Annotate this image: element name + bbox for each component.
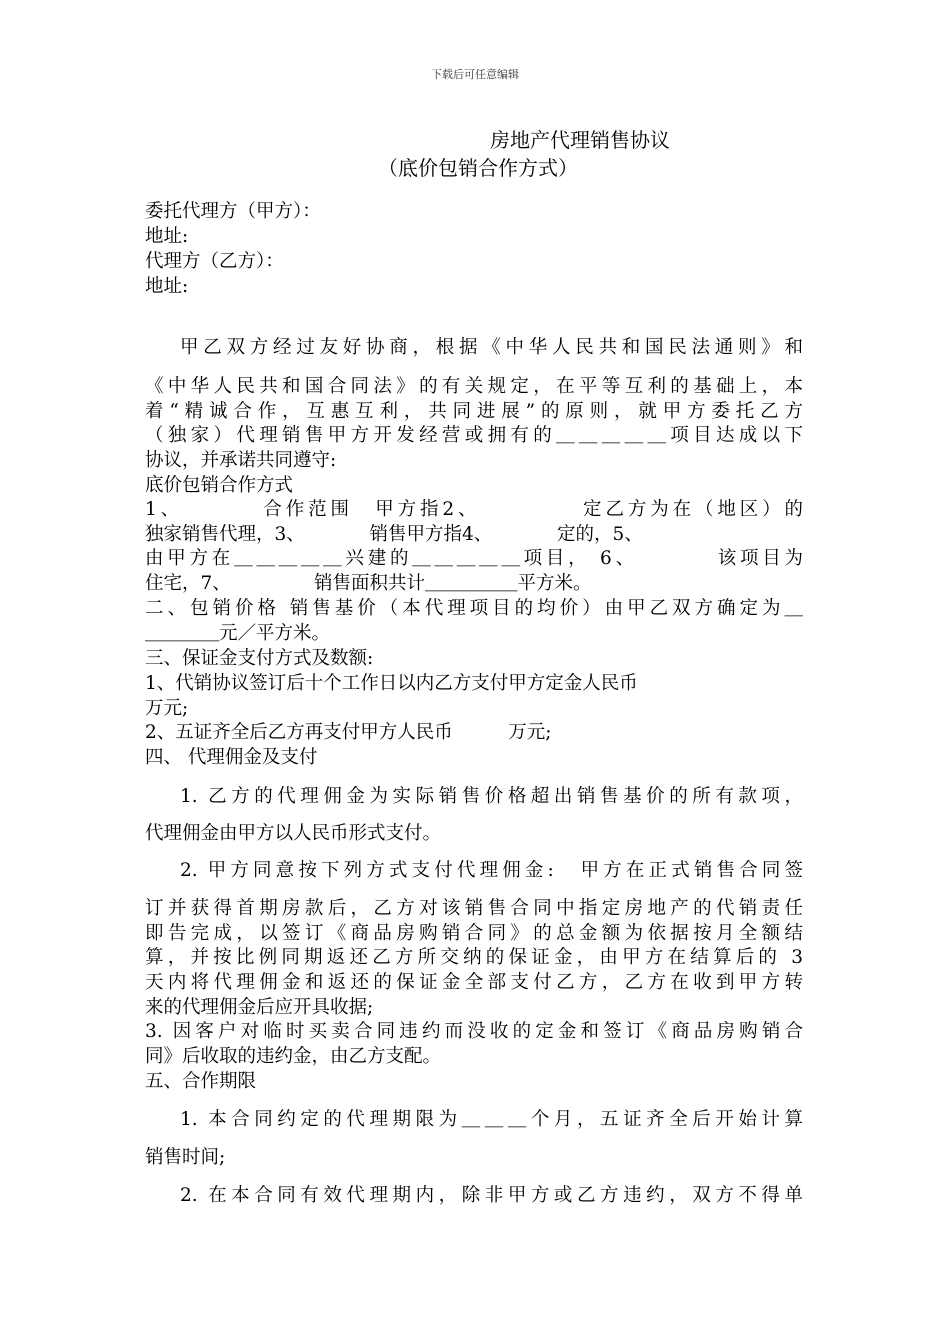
- body-line: 2. 甲方同意按下列方式支付代理佣金: 甲方在正式销售合同签: [180, 860, 803, 881]
- document-title: 房地产代理销售协议: [490, 128, 670, 152]
- body-line: 算，并按比例同期返还乙方所交纳的保证金，由甲方在结算后的 3: [145, 947, 803, 968]
- body-line: 即告完成，以签订《商品房购销合同》的总金额为依据按月全额结: [145, 923, 803, 944]
- body-line: 来的代理佣金后应开具收据;: [145, 997, 374, 1018]
- body-line: 甲乙双方经过友好协商，根据《中华人民共和国民法通则》和: [180, 337, 803, 358]
- body-line: 1. 乙方的代理佣金为实际销售价格超出销售基价的所有款项，: [180, 786, 803, 807]
- header-note: 下载后可任意编辑: [431, 68, 519, 81]
- body-line: 2、五证齐全后乙方再支付甲方人民币 万元;: [145, 722, 552, 743]
- section-heading: 五、合作期限: [145, 1071, 257, 1092]
- party-a-label: 委托代理方（甲方）：: [145, 201, 321, 222]
- body-line: 1. 本合同约定的代理期限为＿＿＿个月，五证齐全后开始计算: [180, 1109, 803, 1130]
- party-b-label: 代理方（乙方）：: [145, 251, 284, 272]
- section-heading: 二、包销价格 销售基价（本代理项目的均价）由甲乙双方确定为＿: [145, 598, 803, 619]
- party-b-address: 地址:: [145, 276, 189, 297]
- body-line: 协议，并承诺共同遵守:: [145, 450, 337, 471]
- body-line: 3. 因客户对临时买卖合同违约而没收的定金和签订《商品房购销合: [145, 1021, 803, 1042]
- body-line: 代理佣金由甲方以人民币形式支付。: [145, 823, 442, 844]
- section-heading: 三、保证金支付方式及数额:: [145, 648, 374, 669]
- body-line: 销售时间;: [145, 1147, 226, 1168]
- body-line: 1、代销协议签订后十个工作日以内乙方支付甲方定金人民币: [145, 673, 638, 694]
- document-subtitle: （底价包销合作方式）: [378, 156, 578, 180]
- body-line: （独家）代理销售甲方开发经营或拥有的＿＿＿＿＿项目达成以下: [145, 425, 803, 446]
- body-line: 1、 合作范围 甲方指2、 定乙方为在（地区）的: [145, 499, 803, 520]
- body-line: 天内将代理佣金和返还的保证金全部支付乙方，乙方在收到甲方转: [145, 972, 803, 993]
- section-heading: 底价包销合作方式: [145, 475, 294, 496]
- body-line: 独家销售代理，3、 销售甲方指4、 定的，5、: [145, 524, 643, 545]
- body-line: 2. 在本合同有效代理期内，除非甲方或乙方违约，双方不得单: [180, 1185, 803, 1206]
- body-line: 万元;: [145, 698, 189, 719]
- body-line: 同》后收取的违约金，由乙方支配。: [145, 1046, 442, 1067]
- body-line: 订并获得首期房款后，乙方对该销售合同中指定房地产的代销责任: [145, 898, 803, 919]
- body-line: 住宅，7、 销售面积共计＿＿＿＿＿平方米。: [145, 573, 592, 594]
- body-line: 由甲方在＿＿＿＿＿兴建的＿＿＿＿＿项目， 6、 该项目为: [145, 548, 803, 569]
- body-line: 着“精诚合作，互惠互利，共同进展”的原则，就甲方委托乙方: [145, 401, 803, 422]
- body-line: 《中华人民共和国合同法》的有关规定，在平等互利的基础上，本: [145, 376, 803, 397]
- party-a-address: 地址:: [145, 226, 189, 247]
- section-heading: 四、 代理佣金及支付: [145, 747, 318, 768]
- body-line: ＿＿＿＿元／平方米。: [145, 623, 331, 644]
